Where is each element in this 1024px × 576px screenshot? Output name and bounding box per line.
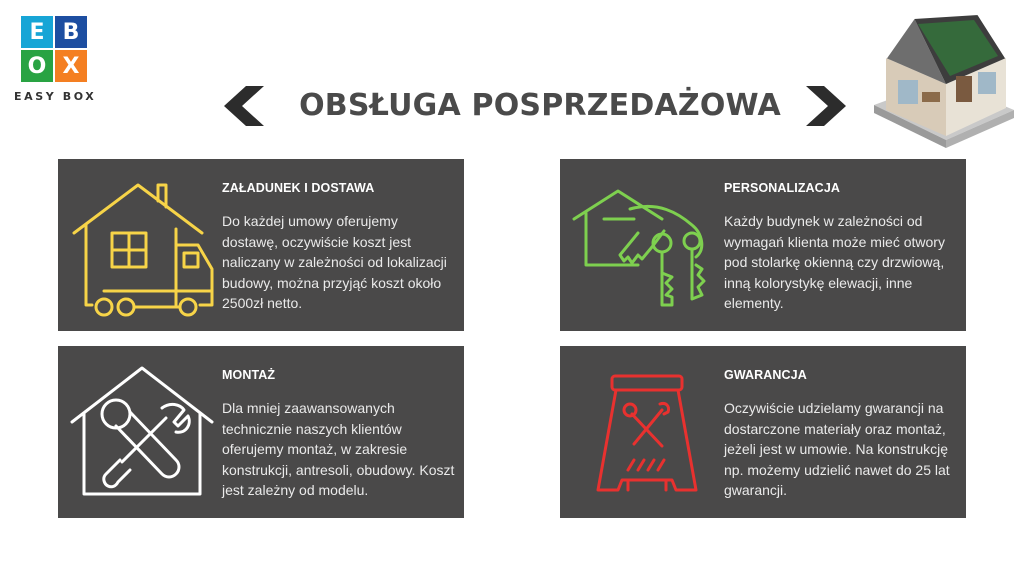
logo-tile-e: E bbox=[21, 16, 53, 48]
chevron-left-icon[interactable] bbox=[220, 84, 264, 128]
easybox-logo bbox=[14, 16, 100, 103]
card-warranty bbox=[560, 346, 966, 518]
card-title: ZAŁADUNEK I DOSTAWA bbox=[222, 181, 375, 195]
house-keys-icon bbox=[568, 173, 720, 317]
warning-sign-icon bbox=[568, 360, 720, 504]
chevron-right-icon[interactable] bbox=[806, 84, 850, 128]
card-title: PERSONALIZACJA bbox=[724, 181, 840, 195]
house-cutaway-image bbox=[866, 10, 1018, 150]
logo-tile-x: X bbox=[55, 50, 87, 82]
card-delivery bbox=[58, 159, 464, 331]
house-tools-icon bbox=[66, 360, 218, 504]
logo-text: EASY BOX bbox=[14, 90, 97, 103]
house-truck-icon bbox=[66, 173, 218, 317]
card-text: Dla mniej zaawansowanych technicznie naszych klientów oferujemy montaż, w zakresie konstrukcji, antresoli, obudowy. Koszt jest zależny od modelu. bbox=[222, 400, 455, 499]
header bbox=[210, 78, 870, 134]
card-personalization bbox=[560, 159, 966, 331]
card-text: Każdy budynek w zależności od wymagań klienta może mieć otwory pod stolarkę okienną czy drzwiową, inną kolorystykę elewacji, inne elementy. bbox=[724, 213, 945, 312]
card-text: Do każdej umowy oferujemy dostawę, oczywiście koszt jest naliczany w zależności od lokalizacji budowy, można przyjąć koszt około 2500zł netto. bbox=[222, 213, 447, 312]
page-title: OBSŁUGA POSPRZEDAŻOWA bbox=[299, 88, 781, 123]
card-assembly bbox=[58, 346, 464, 518]
logo-tile-o: O bbox=[21, 50, 53, 82]
card-text: Oczywiście udzielamy gwarancji na dostarczone materiały oraz montaż, jeżeli jest w umowie. Na konstrukcję np. możemy udzielić nawet do 25 lat gwarancji. bbox=[724, 400, 950, 499]
logo-tile-b: B bbox=[55, 16, 87, 48]
card-title: MONTAŻ bbox=[222, 368, 276, 382]
card-title: GWARANCJA bbox=[724, 368, 807, 382]
